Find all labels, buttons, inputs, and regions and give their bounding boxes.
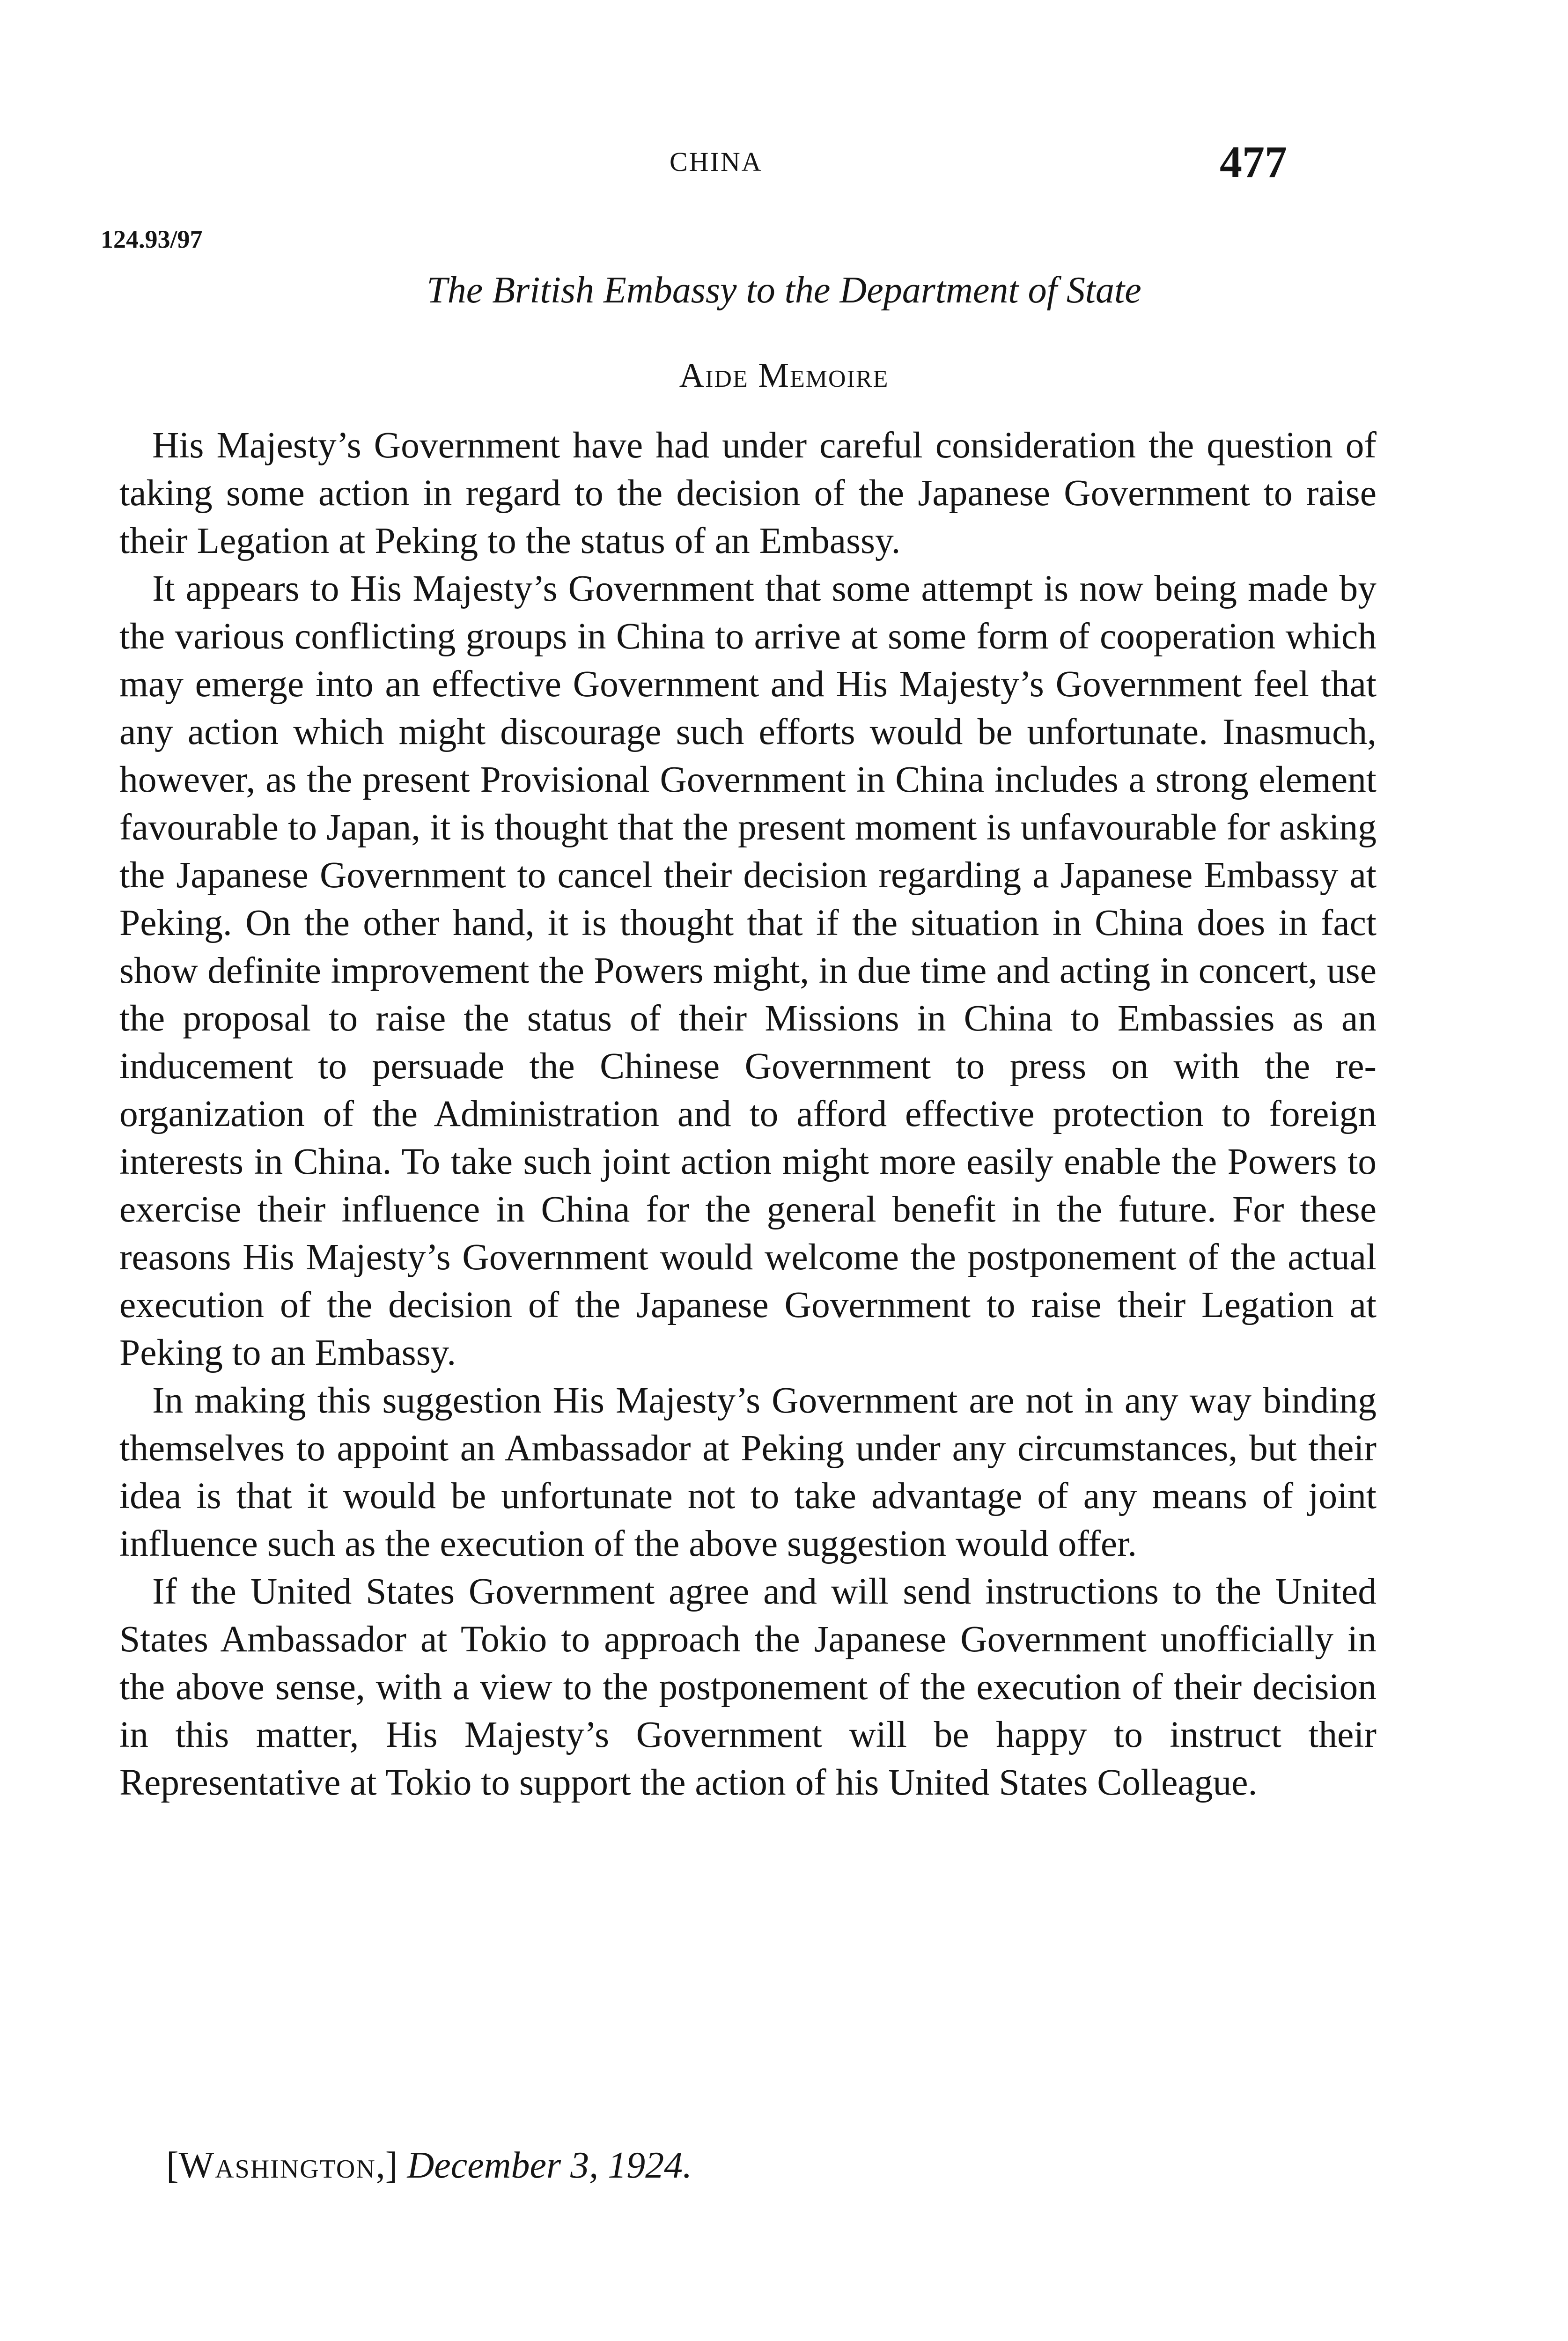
document-title: The British Embassy to the Department of State xyxy=(427,270,1141,311)
paragraph-1: His Majesty’s Government have had under careful consideration the question of taking some action in regard to the decision of the Japanese Government to raise their Legation at Peking to the status of an Embassy. xyxy=(119,425,1377,561)
page-number: 477 xyxy=(1220,137,1287,187)
running-head xyxy=(0,136,1568,187)
paragraph-2: It appears to His Majesty’s Government that some attempt is now being made by the various conflicting groups in China to arrive at some form of cooperation which may emerge into an effective Government and His Majesty’s Government feel that any action which might discourage such efforts would be unfortunate. Inasmuch, however, as the present Provisional Government in China includes a strong element favourable to Japan, it is thought that the present moment is unfavourable for asking the Japanese Government to cancel their decision regarding a Japanese Embassy at Peking. On the other hand, it is thought that if the situation in China does in fact show definite improvement the Powers might, in due time and acting in concert, use the proposal to raise the status of their Missions in China to Embassies as an inducement to persuade the Chinese Government to press on with the re-organization of the Administration and to afford effective protection to foreign interests in China. To take such joint action might more easily enable the Powers to exercise their influence in China for the general benefit in the future. For these reasons His Majesty’s Government would welcome the postponement of the actual execution of the decision of the Japanese Government to raise their Legation at Peking to an Embassy. xyxy=(119,568,1377,1373)
dateline-date: December 3, 1924. xyxy=(407,2145,692,2186)
paragraph-4: If the United States Government agree and will send instructions to the United States Ambassador at Tokio to approach the Japanese Government unofficially in the above sense, with a view to the postponement of the execution of their decision in this matter, His Majesty’s Government will be happy to instruct their Representative at Tokio to support the action of his United States Colleague. xyxy=(119,1571,1377,1803)
dateline-open-bracket: [ xyxy=(166,2145,179,2186)
dateline-close-bracket: ,] xyxy=(375,2145,407,2186)
dateline xyxy=(166,2144,692,2187)
dateline-place: Washington xyxy=(178,2145,376,2186)
paragraph-3: In making this suggestion His Majesty’s Government are not in any way binding themselves to appoint an Ambassador at Peking under any circumstances, but their idea is that it would be unfortunate not to take advantage of any means of joint influence such as the execution of the above suggestion would offer. xyxy=(119,1380,1377,1564)
running-title: CHINA xyxy=(670,147,763,177)
document-body xyxy=(119,421,1377,1806)
file-number: 124.93/97 xyxy=(101,225,203,253)
document-type: Aide Memoire xyxy=(679,356,889,395)
